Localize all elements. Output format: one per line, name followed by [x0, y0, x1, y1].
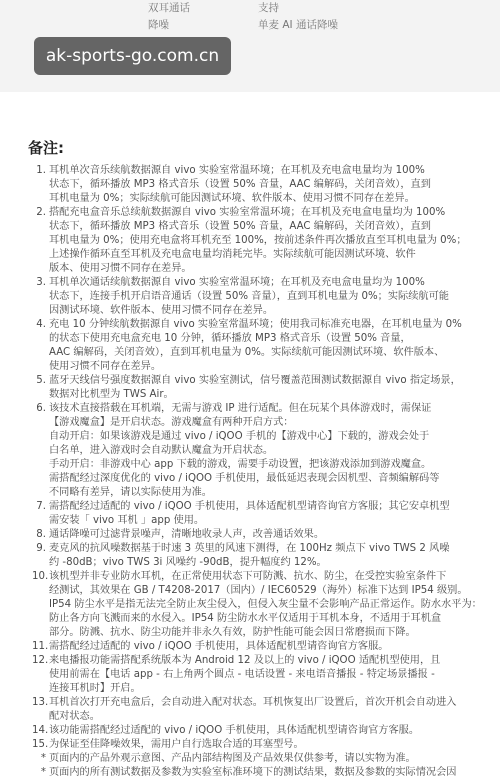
spec-value: 单麦 AI 通话降噪: [258, 19, 338, 31]
note-item: [28, 696, 498, 724]
note-line: 需搭配经过适配的 vivo / iQOO 手机使用，具体适配机型请咨询官方客服。: [49, 641, 389, 652]
note-line: 搭配充电盒音乐总续航数据源自 vivo 实验室常温环境；在耳机及充电盒电量均为 100%: [49, 207, 446, 218]
note-line: 手动开启：非游戏中心 app 下载的游戏，需要手动设置，把该游戏添加到游戏魔盒。: [49, 459, 432, 470]
note-number: 6.: [36, 403, 46, 414]
note-item: [28, 374, 498, 402]
notes-list: [28, 164, 498, 780]
note-line: 部分。防溅、抗水、防尘功能并非永久有效，防护性能可能会因日常磨损而下降。: [49, 627, 416, 638]
note-line: 需搭配经过适配的 vivo / iQOO 手机使用，具体适配机型请咨询官方客服；其它安卓机型: [49, 501, 450, 512]
note-item: [28, 654, 498, 696]
note-line: 不同略有差异，请以实际使用为准。: [49, 487, 212, 498]
note-number: 14.: [32, 725, 49, 736]
note-item: [28, 640, 498, 654]
note-line: 配对状态。: [49, 711, 100, 722]
note-line: AAC 编解码，关闭音效），直到耳机电量为 0%。实际续航可能因测试环境、软件版本、: [49, 347, 445, 358]
note-line: 因测试环境、软件版本、使用习惯不同存在差异。: [49, 305, 274, 316]
note-item: [28, 542, 498, 570]
note-number: 12.: [32, 655, 49, 666]
note-item: [28, 318, 498, 374]
note-item: [28, 528, 498, 542]
note-line: 该技术直接搭载在耳机端，无需与游戏 IP 进行适配。但在玩某个具体游戏时，需保证: [49, 403, 432, 414]
note-line: 上述操作循环直至耳机及充电盒电量均消耗完毕。实际续航可能因测试环境、软件: [49, 249, 416, 260]
note-item: [28, 724, 498, 738]
note-line: 约 -80dB；vivo TWS 3i 风噪约 -90dB，提升幅度约 12%。: [49, 557, 327, 568]
note-line: 【游戏魔盒】是开启状态。游戏魔盒有两种开启方式：: [49, 417, 294, 428]
note-line: 版本、使用习惯不同存在差异。: [49, 263, 192, 274]
note-line: 自动开启：如果该游戏是通过 vivo / iQOO 手机的【游戏中心】下载的，游戏会处于: [49, 431, 430, 442]
note-line: 数据对比机型为 TWS Air。: [49, 389, 174, 400]
note-line: 充电 10 分钟续航数据源自 vivo 实验室常温环境；使用我司标准充电器，在耳机电量为 0%: [49, 319, 462, 330]
spec-table-bottom: [0, 0, 500, 92]
note-line: 使用前需在【电话 app - 右上角两个圆点 - 电话设置 - 来电语音播报 - 特定场景播报 -: [49, 669, 435, 680]
note-line: 状态下，连接手机开启语音通话（设置 50% 音量），直到耳机电量为 0%；实际续航可能: [49, 291, 449, 302]
note-line: 耳机单次通话续航数据源自 vivo 实验室常温环境；在耳机及充电盒电量均为 100%: [49, 277, 425, 288]
note-number: 4.: [36, 319, 46, 330]
note-number: 11.: [32, 641, 49, 652]
notes-title: 备注:: [28, 139, 64, 157]
note-item: [28, 570, 498, 640]
note-number: 15.: [32, 739, 49, 750]
watermark: ak-sports-go.com.cn: [34, 37, 231, 75]
note-item: [28, 738, 498, 752]
note-number: 3.: [36, 277, 46, 288]
note-number: 8.: [36, 529, 46, 540]
spec-value: 支持: [258, 2, 279, 14]
note-line: 的状态下使用充电盒充电 10 分钟，循环播放 MP3 格式音乐（设置 50% 音量，: [49, 333, 411, 344]
note-line: 耳机单次音乐续航数据源自 vivo 实验室常温环境；在耳机及充电盒电量均为 100%: [49, 165, 425, 176]
note-line: 防止各方向飞溅而来的水侵入。IP54 防尘防水水平仅适用于耳机本身，不适用于耳机盒: [49, 613, 442, 624]
note-item: [28, 752, 498, 766]
note-line: 连接耳机时】开启。: [49, 683, 141, 694]
spec-label: 降噪: [148, 19, 169, 31]
note-item: [28, 206, 498, 276]
note-number: 7.: [36, 501, 46, 512]
note-line: 耳机电量为 0%；使用充电盒将耳机充至 100%，按前述条件再次播放直至耳机电量为 0%；: [49, 235, 467, 246]
note-number: 2.: [36, 207, 46, 218]
note-line: 耳机电量为 0%；实际续航可能因测试环境、软件版本、使用习惯不同存在差异。: [49, 193, 415, 204]
note-line: 需安装「 vivo 耳机 」app 使用。: [49, 515, 205, 526]
note-line: 白名单，进入游戏时会自动默认魔盒为开启状态。: [49, 445, 274, 456]
note-item: [28, 500, 498, 528]
note-number: 1.: [36, 165, 46, 176]
note-line: 通话降噪可过滤背景噪声，清晰地收录人声，改善通话效果。: [49, 529, 325, 540]
note-line: 使用习惯不同存在差异。: [49, 361, 162, 372]
note-number: 13.: [32, 697, 49, 708]
note-item: [28, 766, 498, 780]
note-line: 麦克风的抗风噪数据基于时速 3 英里的风速下测得，在 100Hz 频点下 vivo TWS 2 风噪: [49, 543, 450, 554]
note-item: [28, 276, 498, 318]
note-line: 状态下，循环播放 MP3 格式音乐（设置 50% 音量，AAC 编解码，关闭音效），直到: [49, 221, 431, 232]
note-line: 耳机首次打开充电盒后，会自动进入配对状态。耳机恢复出厂设置后，首次开机会自动进入: [49, 697, 457, 708]
note-line: 该机型并非专业防水耳机，在正常使用状态下可防溅、抗水、防尘，在受控实验室条件下: [49, 571, 447, 582]
note-line: 状态下，循环播放 MP3 格式音乐（设置 50% 音量，AAC 编解码，关闭音效），直到: [49, 179, 431, 190]
note-line: 需搭配经过深度优化的 vivo / iQOO 手机使用，最低延迟表现会因机型、音频编解码等: [49, 473, 440, 484]
note-line: 该功能需搭配经过适配的 vivo / iQOO 手机使用，具体适配机型请咨询官方客服。: [49, 725, 420, 736]
note-number: *: [40, 753, 46, 764]
note-item: [28, 402, 498, 500]
note-line: 页面内的所有测试数据及参数为实验室标准环境下的测试结果，数据及参数的实际情况会因: [49, 767, 457, 778]
note-line: 蓝牙天线信号强度数据源自 vivo 实验室测试，信号覆盖范围测试数据源自 vivo 指定场景，: [49, 375, 461, 386]
note-number: 9.: [36, 543, 46, 554]
note-number: *: [40, 767, 46, 778]
note-item: [28, 164, 498, 206]
note-line: 来电播报功能需搭配系统版本为 Android 12 及以上的 vivo / iQOO 适配机型使用，且: [49, 655, 441, 666]
note-number: 10.: [32, 571, 49, 582]
note-line: 经测试，其效果在 GB / T4208-2017（国内）/ IEC60529（海外）标准下达到 IP54 级别。: [49, 585, 468, 596]
note-line: 为保证至佳降噪效果，需用户自行选取合适的耳塞型号。: [49, 739, 304, 750]
note-line: IP54 防尘水平是指无法完全防止灰尘侵入，但侵入灰尘量不会影响产品正常运作。防水水平为：: [49, 599, 482, 610]
note-number: 5.: [36, 375, 46, 386]
note-line: 页面内的产品外观示意图、产品内部结构图及产品效果仅供参考，请以实物为准。: [49, 753, 416, 764]
spec-label: 双耳通话: [148, 2, 190, 14]
